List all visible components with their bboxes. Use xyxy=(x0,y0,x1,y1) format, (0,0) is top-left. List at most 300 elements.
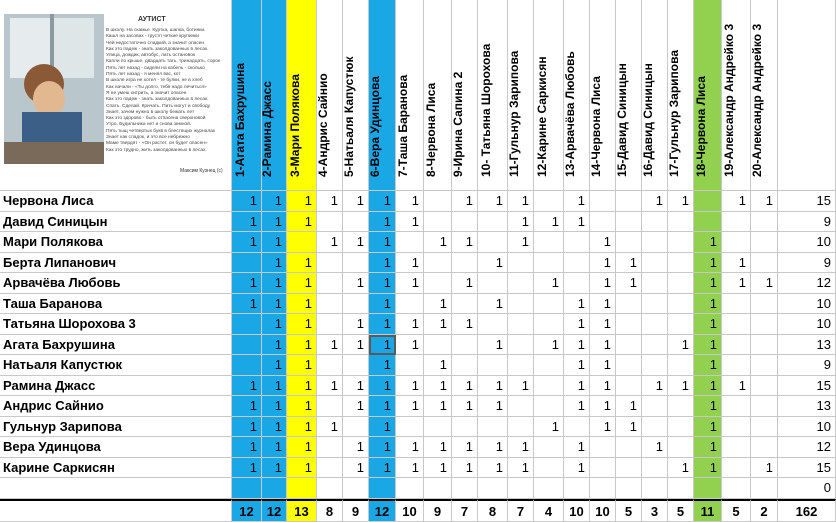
table-cell[interactable]: 1 xyxy=(262,376,287,397)
table-cell[interactable]: 1 xyxy=(262,314,287,335)
table-cell[interactable] xyxy=(287,232,317,253)
table-cell[interactable] xyxy=(668,232,694,253)
table-cell[interactable] xyxy=(508,355,534,376)
table-cell[interactable]: 1 xyxy=(369,273,396,294)
table-cell[interactable] xyxy=(616,212,642,233)
table-cell[interactable]: 1 xyxy=(534,335,564,356)
table-cell[interactable] xyxy=(478,212,508,233)
table-cell[interactable] xyxy=(317,314,343,335)
table-cell[interactable]: 1 xyxy=(369,253,396,274)
table-cell[interactable]: 1 xyxy=(424,232,452,253)
table-cell[interactable] xyxy=(751,212,778,233)
table-cell[interactable] xyxy=(642,253,668,274)
table-cell[interactable]: 1 xyxy=(262,396,287,417)
table-cell[interactable] xyxy=(668,417,694,438)
table-cell[interactable] xyxy=(424,478,452,499)
table-cell[interactable]: 12 xyxy=(778,437,836,458)
table-cell[interactable]: 1 xyxy=(287,294,317,315)
table-cell[interactable] xyxy=(534,478,564,499)
table-cell[interactable] xyxy=(751,294,778,315)
table-cell[interactable]: 1 xyxy=(424,376,452,397)
table-cell[interactable] xyxy=(396,294,424,315)
table-cell[interactable] xyxy=(343,212,369,233)
table-cell[interactable]: 13 xyxy=(778,335,836,356)
table-cell[interactable]: 1 xyxy=(694,437,722,458)
table-cell[interactable]: 1 xyxy=(232,232,262,253)
table-cell[interactable]: 15 xyxy=(778,376,836,397)
column-header[interactable] xyxy=(668,0,694,191)
table-cell[interactable] xyxy=(616,437,642,458)
table-cell[interactable]: 1 xyxy=(262,232,287,253)
table-cell[interactable]: 1 xyxy=(452,232,478,253)
table-cell[interactable]: 1 xyxy=(642,376,668,397)
total-cell[interactable]: 10 xyxy=(396,499,424,522)
table-cell[interactable]: 1 xyxy=(722,191,751,212)
table-cell[interactable] xyxy=(668,396,694,417)
column-header[interactable] xyxy=(343,0,369,191)
table-cell[interactable] xyxy=(424,335,452,356)
table-cell[interactable] xyxy=(590,437,616,458)
table-cell[interactable] xyxy=(616,478,642,499)
total-cell[interactable]: 7 xyxy=(508,499,534,522)
column-header[interactable] xyxy=(616,0,642,191)
table-cell[interactable] xyxy=(642,314,668,335)
table-cell[interactable] xyxy=(564,253,590,274)
table-cell[interactable]: 1 xyxy=(396,335,424,356)
column-header[interactable] xyxy=(642,0,668,191)
table-cell[interactable] xyxy=(616,335,642,356)
table-cell[interactable] xyxy=(722,294,751,315)
table-cell[interactable]: 1 xyxy=(424,355,452,376)
table-cell[interactable] xyxy=(722,437,751,458)
table-cell[interactable] xyxy=(534,232,564,253)
table-cell[interactable]: 1 xyxy=(564,335,590,356)
table-cell[interactable] xyxy=(751,232,778,253)
table-cell[interactable]: 1 xyxy=(232,376,262,397)
table-cell[interactable]: 1 xyxy=(396,458,424,479)
column-header[interactable] xyxy=(478,0,508,191)
total-cell[interactable]: 162 xyxy=(778,499,836,522)
table-cell[interactable]: 1 xyxy=(317,376,343,397)
table-cell[interactable]: 1 xyxy=(262,253,287,274)
column-header[interactable] xyxy=(508,0,534,191)
table-cell[interactable] xyxy=(642,417,668,438)
table-cell[interactable]: 1 xyxy=(424,458,452,479)
table-cell[interactable] xyxy=(343,478,369,499)
table-cell[interactable]: 1 xyxy=(751,458,778,479)
total-cell[interactable]: 5 xyxy=(722,499,751,522)
table-cell[interactable]: 1 xyxy=(232,294,262,315)
table-cell[interactable]: 1 xyxy=(396,212,424,233)
table-cell[interactable]: 1 xyxy=(262,458,287,479)
table-cell[interactable] xyxy=(534,376,564,397)
total-cell[interactable]: 13 xyxy=(287,499,317,522)
table-cell[interactable] xyxy=(232,335,262,356)
table-cell[interactable]: 1 xyxy=(232,437,262,458)
table-cell[interactable]: 1 xyxy=(232,212,262,233)
total-cell[interactable]: 3 xyxy=(642,499,668,522)
table-cell[interactable]: 1 xyxy=(262,191,287,212)
table-cell[interactable] xyxy=(287,478,317,499)
table-cell[interactable] xyxy=(452,417,478,438)
table-cell[interactable] xyxy=(452,478,478,499)
table-cell[interactable] xyxy=(642,232,668,253)
table-cell[interactable]: 1 xyxy=(508,376,534,397)
table-cell[interactable]: 1 xyxy=(343,458,369,479)
table-cell[interactable]: 1 xyxy=(508,458,534,479)
table-cell[interactable]: 1 xyxy=(564,437,590,458)
table-cell[interactable] xyxy=(722,458,751,479)
table-cell[interactable] xyxy=(751,376,778,397)
table-cell[interactable] xyxy=(343,355,369,376)
column-header[interactable] xyxy=(778,0,836,191)
row-name-cell[interactable]: Таша Баранова xyxy=(0,294,232,315)
table-cell[interactable] xyxy=(452,355,478,376)
table-cell[interactable]: 13 xyxy=(778,396,836,417)
table-cell[interactable] xyxy=(668,253,694,274)
table-cell[interactable] xyxy=(751,396,778,417)
table-cell[interactable]: 1 xyxy=(369,232,396,253)
table-cell[interactable]: 1 xyxy=(287,191,317,212)
table-cell[interactable] xyxy=(751,478,778,499)
table-cell[interactable]: 1 xyxy=(369,335,396,356)
table-cell[interactable] xyxy=(478,478,508,499)
table-cell[interactable]: 15 xyxy=(778,191,836,212)
table-cell[interactable]: 1 xyxy=(564,396,590,417)
row-name-cell[interactable]: Натьаля Капустюк xyxy=(0,355,232,376)
table-cell[interactable]: 1 xyxy=(642,191,668,212)
table-cell[interactable] xyxy=(564,232,590,253)
table-cell[interactable]: 1 xyxy=(616,417,642,438)
table-cell[interactable]: 1 xyxy=(287,437,317,458)
table-cell[interactable]: 1 xyxy=(616,396,642,417)
table-cell[interactable]: 1 xyxy=(564,314,590,335)
row-name-cell[interactable]: Давид Синицын xyxy=(0,212,232,233)
table-cell[interactable] xyxy=(668,355,694,376)
table-cell[interactable] xyxy=(722,212,751,233)
table-cell[interactable]: 1 xyxy=(478,396,508,417)
total-cell[interactable]: 2 xyxy=(751,499,778,522)
table-cell[interactable] xyxy=(534,355,564,376)
table-cell[interactable] xyxy=(534,253,564,274)
table-cell[interactable] xyxy=(616,294,642,315)
table-cell[interactable]: 10 xyxy=(778,232,836,253)
table-cell[interactable]: 1 xyxy=(590,232,616,253)
table-cell[interactable]: 1 xyxy=(369,417,396,438)
table-cell[interactable]: 1 xyxy=(424,437,452,458)
table-cell[interactable]: 9 xyxy=(778,355,836,376)
table-cell[interactable] xyxy=(668,478,694,499)
table-cell[interactable] xyxy=(722,355,751,376)
table-cell[interactable]: 1 xyxy=(564,191,590,212)
table-cell[interactable] xyxy=(508,273,534,294)
row-name-cell[interactable]: Берта Липанович xyxy=(0,253,232,274)
table-cell[interactable]: 1 xyxy=(590,314,616,335)
table-cell[interactable]: 1 xyxy=(369,355,396,376)
table-cell[interactable]: 1 xyxy=(452,437,478,458)
table-cell[interactable] xyxy=(478,314,508,335)
total-cell[interactable]: 10 xyxy=(564,499,590,522)
table-cell[interactable]: 1 xyxy=(694,458,722,479)
table-cell[interactable]: 12 xyxy=(778,273,836,294)
table-cell[interactable]: 1 xyxy=(287,212,317,233)
column-header[interactable] xyxy=(317,0,343,191)
table-cell[interactable]: 1 xyxy=(694,355,722,376)
table-cell[interactable] xyxy=(722,478,751,499)
table-cell[interactable]: 1 xyxy=(396,273,424,294)
table-cell[interactable]: 1 xyxy=(396,376,424,397)
table-cell[interactable]: 1 xyxy=(478,335,508,356)
table-cell[interactable] xyxy=(478,355,508,376)
table-cell[interactable] xyxy=(694,478,722,499)
table-cell[interactable]: 1 xyxy=(343,273,369,294)
table-cell[interactable] xyxy=(369,478,396,499)
table-cell[interactable]: 1 xyxy=(343,376,369,397)
table-cell[interactable]: 1 xyxy=(478,191,508,212)
table-cell[interactable]: 10 xyxy=(778,417,836,438)
row-name-cell[interactable]: Вера Удинцова xyxy=(0,437,232,458)
table-cell[interactable]: 1 xyxy=(287,458,317,479)
table-cell[interactable]: 1 xyxy=(262,212,287,233)
table-cell[interactable] xyxy=(508,314,534,335)
table-cell[interactable] xyxy=(534,314,564,335)
row-name-cell[interactable]: Агата Бахрушина xyxy=(0,335,232,356)
table-cell[interactable] xyxy=(424,191,452,212)
table-cell[interactable] xyxy=(478,417,508,438)
table-cell[interactable]: 1 xyxy=(287,376,317,397)
table-cell[interactable]: 1 xyxy=(564,212,590,233)
table-cell[interactable] xyxy=(343,294,369,315)
row-name-cell[interactable]: Гульнур Зарипова xyxy=(0,417,232,438)
table-cell[interactable] xyxy=(642,212,668,233)
table-cell[interactable]: 1 xyxy=(262,417,287,438)
table-cell[interactable]: 1 xyxy=(396,253,424,274)
table-cell[interactable]: 1 xyxy=(452,376,478,397)
table-cell[interactable]: 1 xyxy=(262,437,287,458)
table-cell[interactable]: 1 xyxy=(287,273,317,294)
table-cell[interactable]: 1 xyxy=(369,396,396,417)
table-cell[interactable]: 1 xyxy=(317,191,343,212)
total-cell[interactable]: 12 xyxy=(369,499,396,522)
table-cell[interactable]: 1 xyxy=(396,314,424,335)
column-header[interactable] xyxy=(534,0,564,191)
table-cell[interactable]: 1 xyxy=(369,314,396,335)
table-cell[interactable] xyxy=(452,253,478,274)
table-cell[interactable]: 1 xyxy=(452,273,478,294)
table-cell[interactable]: 1 xyxy=(232,458,262,479)
table-cell[interactable] xyxy=(616,314,642,335)
table-cell[interactable] xyxy=(616,191,642,212)
table-cell[interactable] xyxy=(534,437,564,458)
table-cell[interactable] xyxy=(478,273,508,294)
table-cell[interactable] xyxy=(508,417,534,438)
table-cell[interactable] xyxy=(642,273,668,294)
column-header[interactable] xyxy=(396,0,424,191)
table-cell[interactable]: 1 xyxy=(478,294,508,315)
table-cell[interactable]: 1 xyxy=(590,396,616,417)
table-cell[interactable] xyxy=(751,253,778,274)
table-cell[interactable] xyxy=(424,212,452,233)
table-cell[interactable] xyxy=(668,212,694,233)
table-cell[interactable]: 1 xyxy=(287,253,317,274)
column-header[interactable] xyxy=(424,0,452,191)
table-cell[interactable] xyxy=(232,253,262,274)
table-cell[interactable] xyxy=(642,294,668,315)
table-cell[interactable]: 1 xyxy=(232,417,262,438)
table-cell[interactable] xyxy=(751,335,778,356)
table-cell[interactable]: 1 xyxy=(343,314,369,335)
column-header[interactable] xyxy=(751,0,778,191)
table-cell[interactable]: 1 xyxy=(590,355,616,376)
table-cell[interactable]: 1 xyxy=(564,458,590,479)
table-cell[interactable] xyxy=(642,396,668,417)
table-cell[interactable]: 1 xyxy=(694,232,722,253)
table-cell[interactable]: 1 xyxy=(343,335,369,356)
table-cell[interactable] xyxy=(642,335,668,356)
table-cell[interactable]: 1 xyxy=(508,437,534,458)
table-cell[interactable] xyxy=(424,417,452,438)
column-header[interactable] xyxy=(452,0,478,191)
table-cell[interactable]: 1 xyxy=(722,273,751,294)
table-cell[interactable] xyxy=(317,478,343,499)
table-cell[interactable]: 1 xyxy=(452,396,478,417)
table-cell[interactable] xyxy=(508,478,534,499)
table-cell[interactable] xyxy=(534,458,564,479)
table-cell[interactable] xyxy=(508,253,534,274)
table-cell[interactable]: 1 xyxy=(694,417,722,438)
totals-label-cell[interactable] xyxy=(0,499,232,522)
row-name-cell[interactable]: Мари Полякова xyxy=(0,232,232,253)
table-cell[interactable]: 1 xyxy=(478,437,508,458)
total-cell[interactable]: 5 xyxy=(616,499,642,522)
table-cell[interactable] xyxy=(396,355,424,376)
table-cell[interactable]: 1 xyxy=(590,335,616,356)
table-cell[interactable]: 1 xyxy=(642,437,668,458)
table-cell[interactable]: 1 xyxy=(478,253,508,274)
table-cell[interactable] xyxy=(722,232,751,253)
table-cell[interactable]: 1 xyxy=(564,355,590,376)
table-cell[interactable] xyxy=(424,273,452,294)
table-cell[interactable]: 1 xyxy=(369,437,396,458)
table-cell[interactable] xyxy=(642,355,668,376)
table-cell[interactable] xyxy=(508,396,534,417)
table-cell[interactable] xyxy=(508,335,534,356)
table-cell[interactable]: 1 xyxy=(534,417,564,438)
table-cell[interactable] xyxy=(668,314,694,335)
table-cell[interactable]: 15 xyxy=(778,458,836,479)
column-header[interactable] xyxy=(694,0,722,191)
table-cell[interactable] xyxy=(722,335,751,356)
table-cell[interactable]: 1 xyxy=(317,417,343,438)
table-cell[interactable]: 1 xyxy=(343,232,369,253)
column-header[interactable] xyxy=(262,0,287,191)
table-cell[interactable]: 0 xyxy=(778,478,836,499)
table-cell[interactable] xyxy=(317,437,343,458)
table-cell[interactable]: 1 xyxy=(534,212,564,233)
table-cell[interactable]: 1 xyxy=(668,335,694,356)
table-cell[interactable]: 1 xyxy=(478,376,508,397)
total-cell[interactable]: 12 xyxy=(232,499,262,522)
table-cell[interactable] xyxy=(452,335,478,356)
row-name-cell[interactable]: Рамина Джасс xyxy=(0,376,232,397)
table-cell[interactable] xyxy=(590,191,616,212)
total-cell[interactable]: 11 xyxy=(694,499,722,522)
table-cell[interactable]: 1 xyxy=(452,191,478,212)
row-name-cell[interactable]: Татьяна Шорохова 3 xyxy=(0,314,232,335)
table-cell[interactable]: 1 xyxy=(564,294,590,315)
table-cell[interactable]: 1 xyxy=(751,273,778,294)
table-cell[interactable] xyxy=(590,212,616,233)
table-cell[interactable]: 1 xyxy=(694,396,722,417)
table-cell[interactable] xyxy=(396,478,424,499)
table-cell[interactable]: 10 xyxy=(778,314,836,335)
table-cell[interactable]: 1 xyxy=(668,376,694,397)
table-cell[interactable] xyxy=(564,417,590,438)
table-cell[interactable]: 1 xyxy=(369,212,396,233)
row-name-cell[interactable] xyxy=(0,478,232,499)
table-cell[interactable]: 1 xyxy=(343,191,369,212)
table-cell[interactable]: 1 xyxy=(369,376,396,397)
table-cell[interactable] xyxy=(564,273,590,294)
table-cell[interactable]: 1 xyxy=(534,273,564,294)
table-cell[interactable]: 1 xyxy=(616,273,642,294)
table-cell[interactable] xyxy=(642,458,668,479)
table-cell[interactable]: 9 xyxy=(778,212,836,233)
table-cell[interactable] xyxy=(232,355,262,376)
table-cell[interactable]: 1 xyxy=(232,396,262,417)
table-cell[interactable]: 1 xyxy=(668,458,694,479)
table-cell[interactable]: 1 xyxy=(478,458,508,479)
table-cell[interactable] xyxy=(317,458,343,479)
table-cell[interactable]: 1 xyxy=(694,294,722,315)
table-cell[interactable]: 1 xyxy=(668,191,694,212)
table-cell[interactable]: 1 xyxy=(424,396,452,417)
table-cell[interactable] xyxy=(616,376,642,397)
table-cell[interactable]: 1 xyxy=(424,294,452,315)
table-cell[interactable] xyxy=(452,294,478,315)
total-cell[interactable]: 10 xyxy=(590,499,616,522)
table-cell[interactable] xyxy=(590,478,616,499)
table-cell[interactable] xyxy=(564,478,590,499)
total-cell[interactable]: 8 xyxy=(317,499,343,522)
table-cell[interactable] xyxy=(616,458,642,479)
table-cell[interactable]: 1 xyxy=(287,335,317,356)
table-cell[interactable] xyxy=(343,253,369,274)
table-cell[interactable] xyxy=(694,191,722,212)
table-cell[interactable] xyxy=(722,417,751,438)
table-cell[interactable] xyxy=(508,294,534,315)
table-cell[interactable] xyxy=(232,478,262,499)
table-cell[interactable]: 1 xyxy=(262,335,287,356)
table-cell[interactable]: 1 xyxy=(508,212,534,233)
table-cell[interactable] xyxy=(590,458,616,479)
column-header[interactable] xyxy=(590,0,616,191)
column-header[interactable] xyxy=(369,0,396,191)
total-cell[interactable]: 9 xyxy=(424,499,452,522)
table-cell[interactable]: 1 xyxy=(590,294,616,315)
table-cell[interactable]: 1 xyxy=(590,253,616,274)
table-cell[interactable] xyxy=(616,232,642,253)
row-name-cell[interactable]: Карине Саркисян xyxy=(0,458,232,479)
table-cell[interactable]: 1 xyxy=(508,232,534,253)
table-cell[interactable] xyxy=(534,396,564,417)
table-cell[interactable]: 1 xyxy=(424,314,452,335)
table-cell[interactable] xyxy=(534,191,564,212)
table-cell[interactable]: 1 xyxy=(564,376,590,397)
table-cell[interactable]: 1 xyxy=(287,314,317,335)
table-cell[interactable] xyxy=(452,212,478,233)
table-cell[interactable] xyxy=(668,273,694,294)
